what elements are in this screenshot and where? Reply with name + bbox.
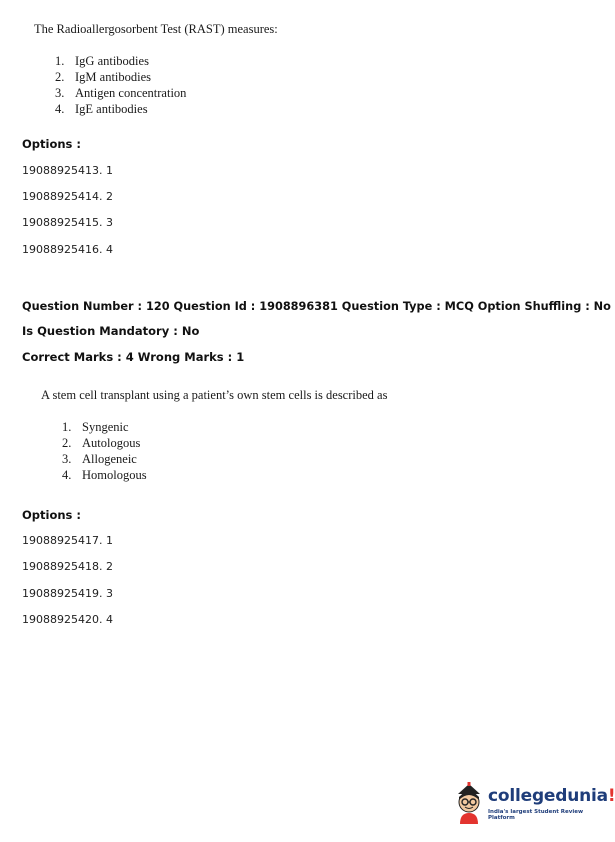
option-item: 19088925414. 2	[22, 190, 113, 203]
option-item: 19088925420. 4	[22, 613, 113, 626]
question-mandatory: Is Question Mandatory : No	[22, 324, 200, 338]
answer-choices	[62, 419, 147, 483]
choice-item: 3. Allogeneic	[62, 452, 137, 466]
question-meta: Question Number : 120 Question Id : 1908896381 Question Type : MCQ Option Shuffling : No	[22, 300, 611, 313]
option-item: 19088925417. 1	[22, 534, 113, 547]
choice-item: 4. Homologous	[62, 468, 147, 482]
logo-wordmark: collegedunia!	[488, 786, 615, 806]
question-text: The Radioallergosorbent Test (RAST) measures:	[34, 22, 278, 36]
option-item: 19088925413. 1	[22, 164, 113, 177]
logo-tagline: India's largest Student Review Platform	[488, 809, 584, 821]
choice-item: 2. Autologous	[62, 436, 141, 450]
mascot-icon	[452, 780, 486, 824]
choice-item: 1. IgG antibodies	[55, 54, 149, 68]
option-item: 19088925416. 4	[22, 243, 113, 256]
choice-item: 4. IgE antibodies	[55, 102, 148, 116]
answer-choices	[55, 53, 186, 117]
options-label: Options :	[22, 137, 81, 151]
collegedunia-logo	[452, 780, 615, 828]
choice-item: 1. Syngenic	[62, 420, 129, 434]
choice-item: 3. Antigen concentration	[55, 86, 187, 100]
choice-item: 2. IgM antibodies	[55, 70, 152, 84]
option-item: 19088925419. 3	[22, 587, 113, 600]
question-marks: Correct Marks : 4 Wrong Marks : 1	[22, 350, 245, 364]
option-item: 19088925418. 2	[22, 560, 113, 573]
option-item: 19088925415. 3	[22, 216, 113, 229]
options-label: Options :	[22, 508, 81, 522]
question-text: A stem cell transplant using a patient’s own stem cells is described as	[41, 388, 388, 402]
